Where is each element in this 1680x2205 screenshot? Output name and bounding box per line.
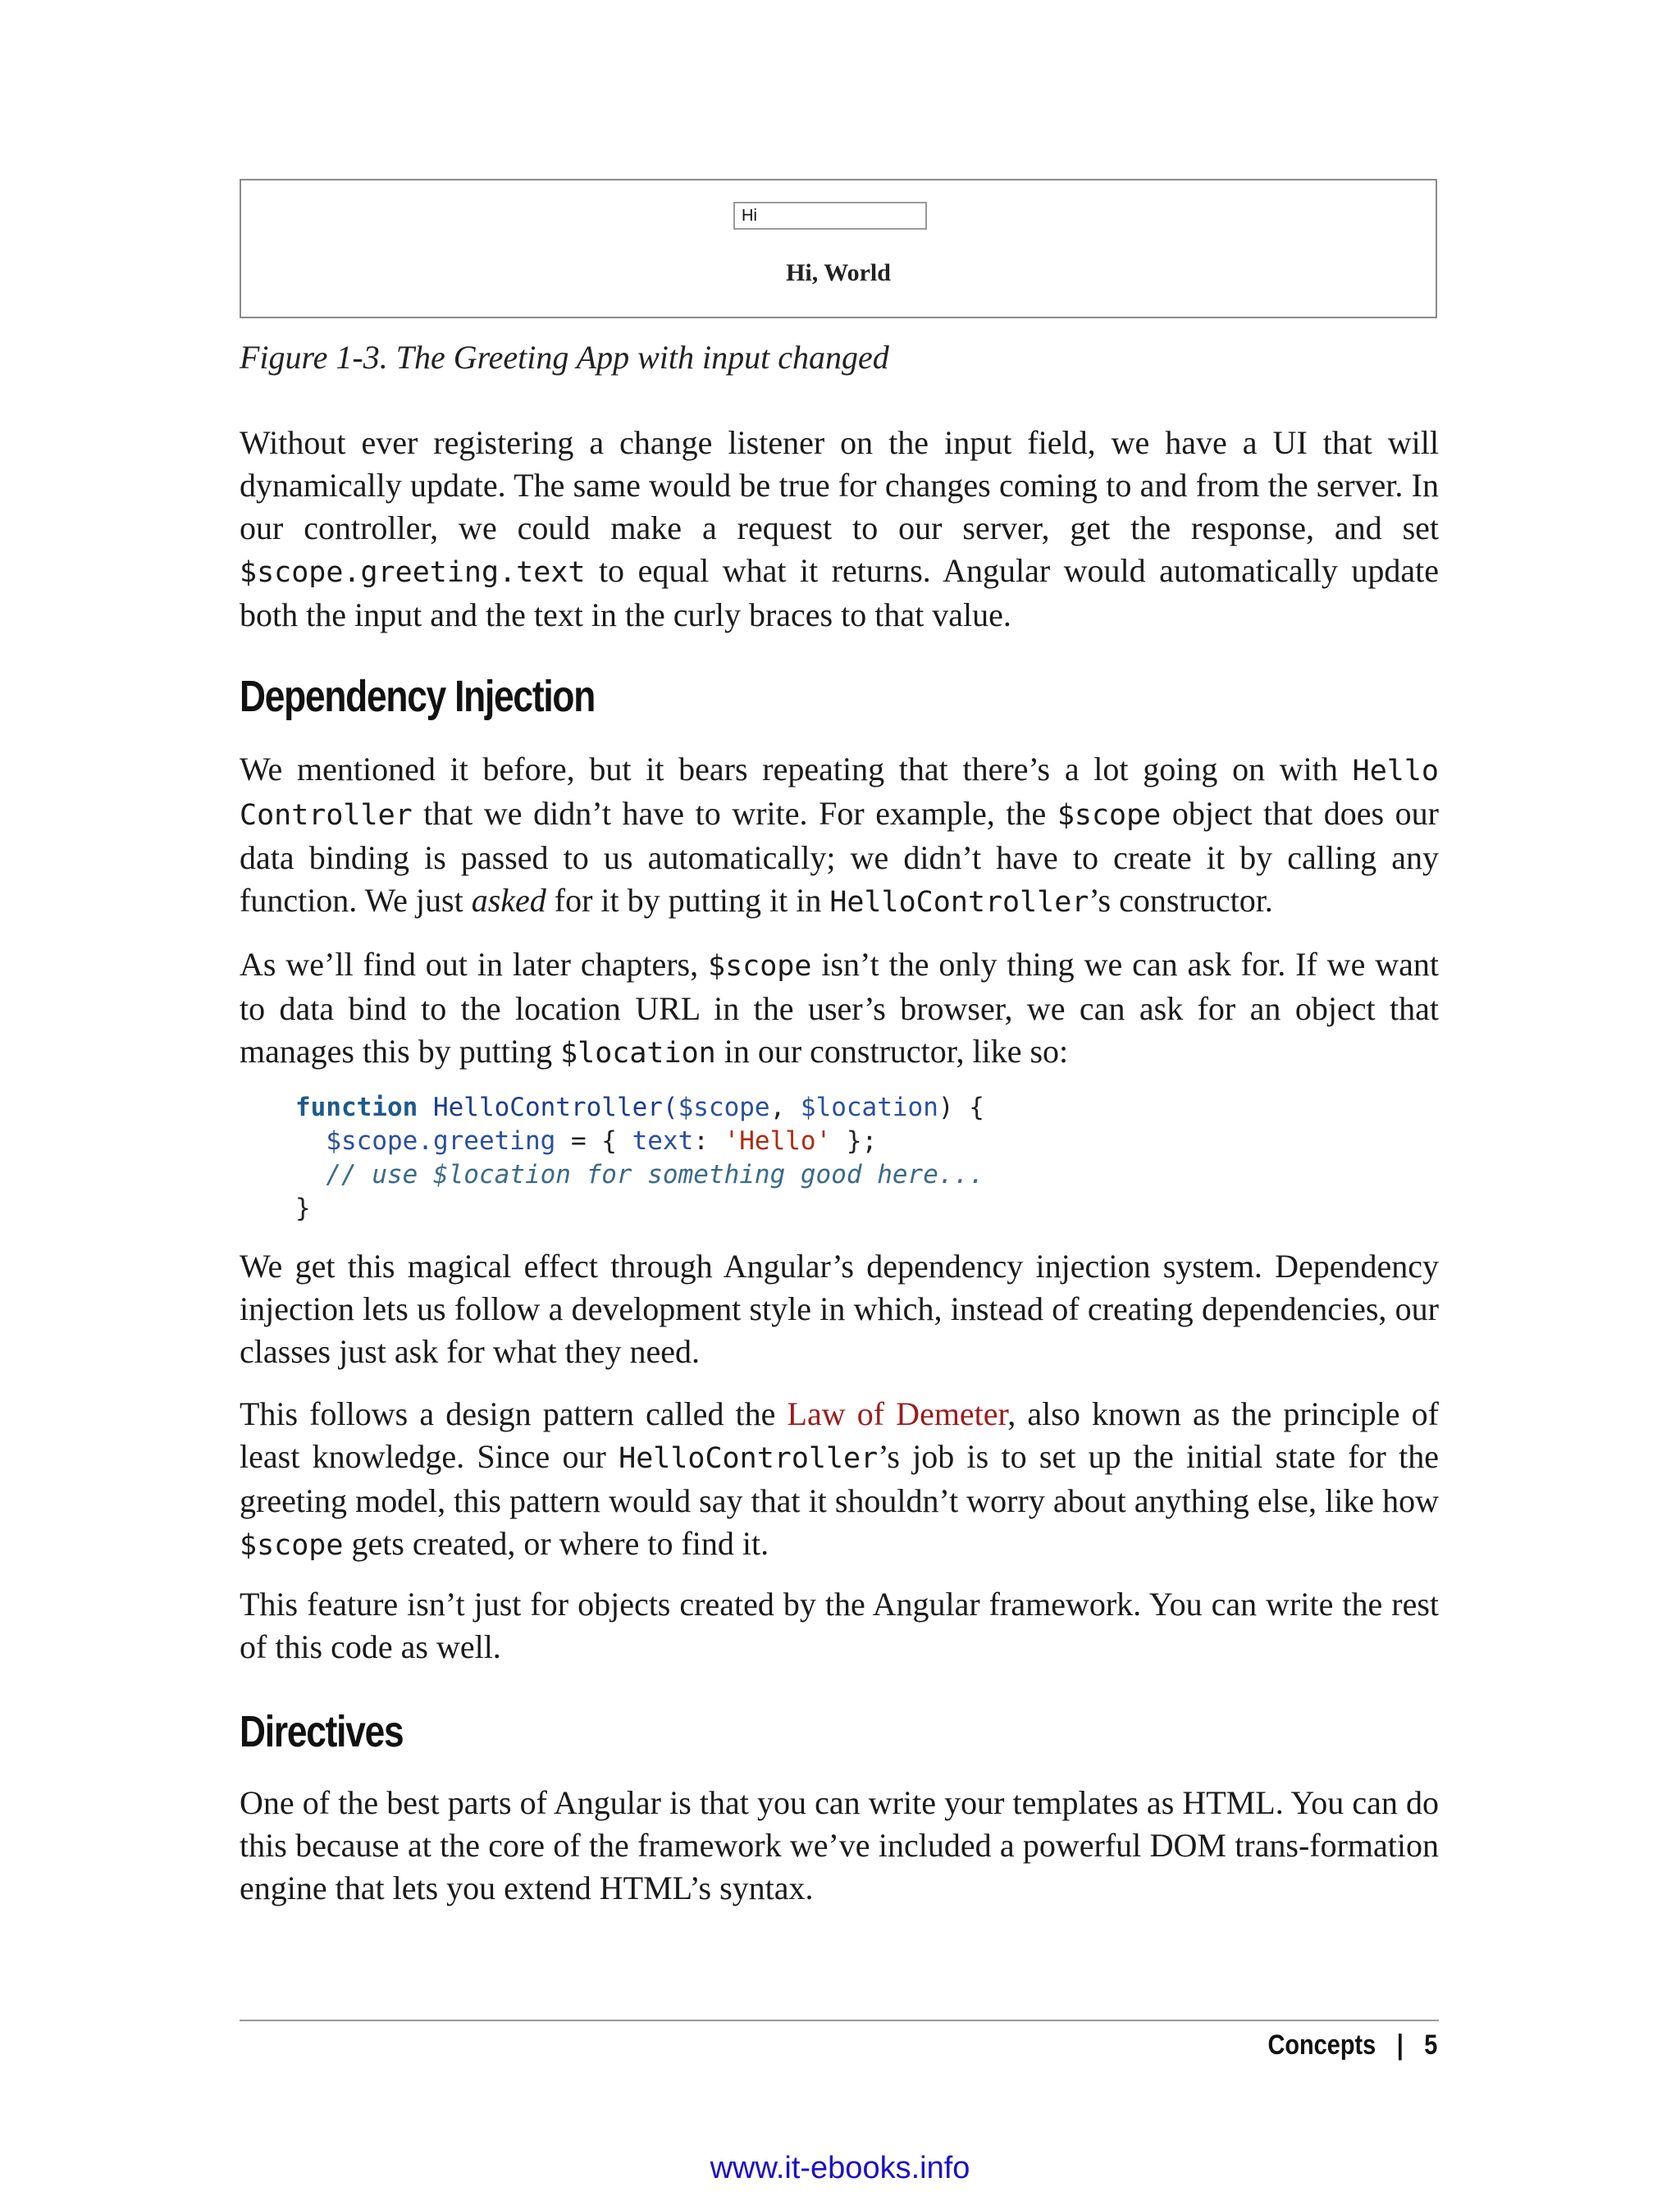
paragraph-7: One of the best parts of Angular is that you can write your templates as HTML. You can do this because at the core of the framework we’ve included a powerful DOM trans-formation engine that lets you extend HTML’s syntax.	[240, 1784, 1439, 1906]
section-heading-directives: Directives	[240, 1707, 404, 1756]
code-block: function HelloController($scope, $location) { $scope.greeting = { text: 'Hello' }; // use $location for something good here... }	[295, 1093, 984, 1223]
footer-section: Concepts	[1267, 2029, 1376, 2061]
section-heading-dependency-injection: Dependency Injection	[240, 672, 596, 721]
paragraph-5: This follows a design pattern called the Law of Demeter, also known as the principle of least knowledge. Since our HelloController’s job is to set up the initial state for the greeting model, this pattern would say that it shouldn’t worry about anything else, like how $scope gets created, or where to find it.	[240, 1395, 1440, 1562]
paragraph-1: Without ever registering a change listener on the input field, we have a UI that will dynamically update. The same would be true for changes coming to and from the server. In our controller, we could make a request to our server, get the response, and set $scope.greeting.text to equal what it returns. Angular would automatically update both the input and the text in the curly braces to that value.	[240, 424, 1439, 633]
paragraph-3: As we’ll find out in later chapters, $scope isn’t the only thing we can ask for. If we want to data bind to the location URL in the user’s browser, we can ask for an object that manages this by putting $location in our constructor, like so:	[240, 946, 1439, 1070]
figure-caption: Figure 1-3. The Greeting App with input changed	[240, 339, 889, 376]
page-footer	[1267, 2029, 1437, 2061]
greeting-input[interactable]	[733, 202, 927, 230]
paragraph-2: We mentioned it before, but it bears repeating that there’s a lot going on with Hello Controller that we didn’t have to write. For example, the $scope object that does our data binding is passed to us automatically; we didn’t have to create it by calling any function. We just asked for it by putting it in HelloController’s constructor.	[240, 751, 1439, 919]
paragraph-6: This feature isn’t just for objects created by the Angular framework. You can write the rest of this code as well.	[240, 1586, 1439, 1665]
law-of-demeter-link[interactable]: Law of Demeter	[787, 1395, 1008, 1432]
footer-separator: |	[1396, 2029, 1404, 2061]
paragraph-4: We get this magical effect through Angular’s dependency injection system. Dependency injection lets us follow a development style in which, instead of creating dependencies, our classes just ask for what they need.	[240, 1248, 1439, 1370]
watermark-link[interactable]: www.it-ebooks.info	[710, 2151, 970, 2185]
greeting-output: Hi, World	[786, 259, 891, 286]
footer-rule	[240, 2020, 1439, 2021]
page-number: 5	[1423, 2029, 1437, 2061]
figure-screenshot-frame	[240, 179, 1437, 318]
